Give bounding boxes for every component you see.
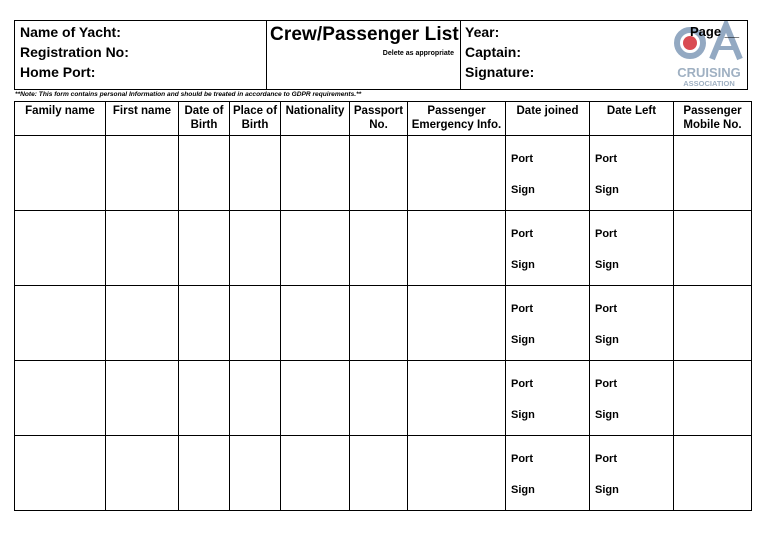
table-cell[interactable] xyxy=(590,211,674,286)
port-label: Port xyxy=(595,303,617,315)
table-body xyxy=(15,136,752,511)
home-port-label: Home Port: xyxy=(20,64,96,80)
table-cell[interactable] xyxy=(350,361,408,436)
table-cell[interactable] xyxy=(590,136,674,211)
registration-label: Registration No: xyxy=(20,44,129,60)
port-label: Port xyxy=(511,453,533,465)
table-cell[interactable] xyxy=(674,286,752,361)
table-cell[interactable] xyxy=(179,286,230,361)
column-header-text: Family name xyxy=(25,105,95,117)
table-cell[interactable] xyxy=(590,286,674,361)
port-label: Port xyxy=(511,378,533,390)
table-cell[interactable] xyxy=(15,286,106,361)
table-cell[interactable] xyxy=(281,361,350,436)
voyage-details xyxy=(460,21,669,89)
port-label: Port xyxy=(595,228,617,240)
column-header xyxy=(674,102,752,136)
table-row xyxy=(15,436,752,511)
column-header-text: Place of xyxy=(232,105,278,117)
table-cell[interactable] xyxy=(106,436,179,511)
table-cell[interactable] xyxy=(590,436,674,511)
column-header-text: Birth xyxy=(241,119,269,131)
column-header xyxy=(179,102,230,136)
column-header-text: Passenger xyxy=(427,105,486,117)
table-cell[interactable] xyxy=(350,436,408,511)
table-cell[interactable] xyxy=(106,286,179,361)
column-header xyxy=(506,102,590,136)
column-header xyxy=(15,102,106,136)
yacht-details xyxy=(15,21,267,89)
column-header xyxy=(230,102,281,136)
table-cell[interactable] xyxy=(408,286,506,361)
column-header-text: No. xyxy=(369,119,388,131)
form-title: Crew/Passenger List xyxy=(270,24,459,45)
table-row xyxy=(15,361,752,436)
delete-note: Delete as appropriate xyxy=(382,50,454,57)
table-cell[interactable] xyxy=(350,211,408,286)
table-cell[interactable] xyxy=(674,361,752,436)
table-cell[interactable] xyxy=(179,361,230,436)
sign-label: Sign xyxy=(511,484,535,496)
column-header-text: Birth xyxy=(190,119,218,131)
table-cell[interactable] xyxy=(230,136,281,211)
captain-label: Captain: xyxy=(465,44,521,60)
table-row xyxy=(15,136,752,211)
table-row xyxy=(15,286,752,361)
column-header-text: Date of xyxy=(184,105,224,117)
page-number-label: Page __ xyxy=(690,24,740,39)
table-cell[interactable] xyxy=(408,436,506,511)
column-header-text: Date Left xyxy=(606,105,657,117)
header-block xyxy=(14,20,748,90)
sign-label: Sign xyxy=(511,409,535,421)
table-cell[interactable] xyxy=(674,136,752,211)
column-header-text: First name xyxy=(112,105,172,117)
table-cell[interactable] xyxy=(230,211,281,286)
year-label: Year: xyxy=(465,24,500,40)
column-header xyxy=(590,102,674,136)
logo-text-line2: ASSOCIATION xyxy=(683,79,735,88)
table-cell[interactable] xyxy=(408,211,506,286)
port-label: Port xyxy=(511,228,533,240)
table-cell[interactable] xyxy=(15,211,106,286)
table-header-row xyxy=(15,102,752,136)
table-cell[interactable] xyxy=(281,136,350,211)
gdpr-note: **Note: This form contains personal Information and should be treated in accordance to GDPR requirements.** xyxy=(15,91,362,98)
table-cell[interactable] xyxy=(179,211,230,286)
yacht-name-label: Name of Yacht: xyxy=(20,24,121,40)
table-cell[interactable] xyxy=(15,436,106,511)
column-header-text: Emergency Info. xyxy=(411,119,502,131)
table-cell[interactable] xyxy=(179,436,230,511)
table-cell[interactable] xyxy=(506,211,590,286)
table-row xyxy=(15,211,752,286)
table-cell[interactable] xyxy=(15,361,106,436)
crew-table xyxy=(14,101,752,511)
cruising-association-logo xyxy=(670,21,748,89)
sign-label: Sign xyxy=(595,484,619,496)
table-cell[interactable] xyxy=(590,361,674,436)
column-header-text: Mobile No. xyxy=(683,119,742,131)
table-cell[interactable] xyxy=(674,436,752,511)
table-cell[interactable] xyxy=(230,436,281,511)
port-label: Port xyxy=(595,378,617,390)
table-cell[interactable] xyxy=(506,136,590,211)
signature-label: Signature: xyxy=(465,64,535,80)
port-label: Port xyxy=(595,153,617,165)
sign-label: Sign xyxy=(511,334,535,346)
table-cell[interactable] xyxy=(408,361,506,436)
port-label: Port xyxy=(511,153,533,165)
table-cell[interactable] xyxy=(106,211,179,286)
table-cell[interactable] xyxy=(230,286,281,361)
port-label: Port xyxy=(511,303,533,315)
table-cell[interactable] xyxy=(350,286,408,361)
sign-label: Sign xyxy=(595,259,619,271)
table-cell[interactable] xyxy=(506,286,590,361)
sign-label: Sign xyxy=(511,184,535,196)
sign-label: Sign xyxy=(595,184,619,196)
table-cell[interactable] xyxy=(506,361,590,436)
table-cell[interactable] xyxy=(15,136,106,211)
port-label: Port xyxy=(595,453,617,465)
title-block xyxy=(266,21,461,89)
column-header-text: Passenger xyxy=(683,105,742,117)
column-header xyxy=(350,102,408,136)
table-cell[interactable] xyxy=(281,211,350,286)
table-cell[interactable] xyxy=(179,136,230,211)
column-header-text: Nationality xyxy=(285,105,345,117)
column-header xyxy=(106,102,179,136)
sign-label: Sign xyxy=(511,259,535,271)
logo-text-line1: CRUISING xyxy=(677,65,741,80)
table-cell[interactable] xyxy=(106,136,179,211)
table-cell[interactable] xyxy=(408,136,506,211)
table-cell[interactable] xyxy=(281,436,350,511)
sign-label: Sign xyxy=(595,409,619,421)
table-cell[interactable] xyxy=(230,361,281,436)
table-cell[interactable] xyxy=(106,361,179,436)
table-cell[interactable] xyxy=(506,436,590,511)
column-header-text: Date joined xyxy=(516,105,579,117)
table-cell[interactable] xyxy=(674,211,752,286)
sign-label: Sign xyxy=(595,334,619,346)
column-header-text: Passport xyxy=(353,105,404,117)
table-cell[interactable] xyxy=(281,286,350,361)
table-cell[interactable] xyxy=(350,136,408,211)
column-header xyxy=(408,102,506,136)
column-header xyxy=(281,102,350,136)
